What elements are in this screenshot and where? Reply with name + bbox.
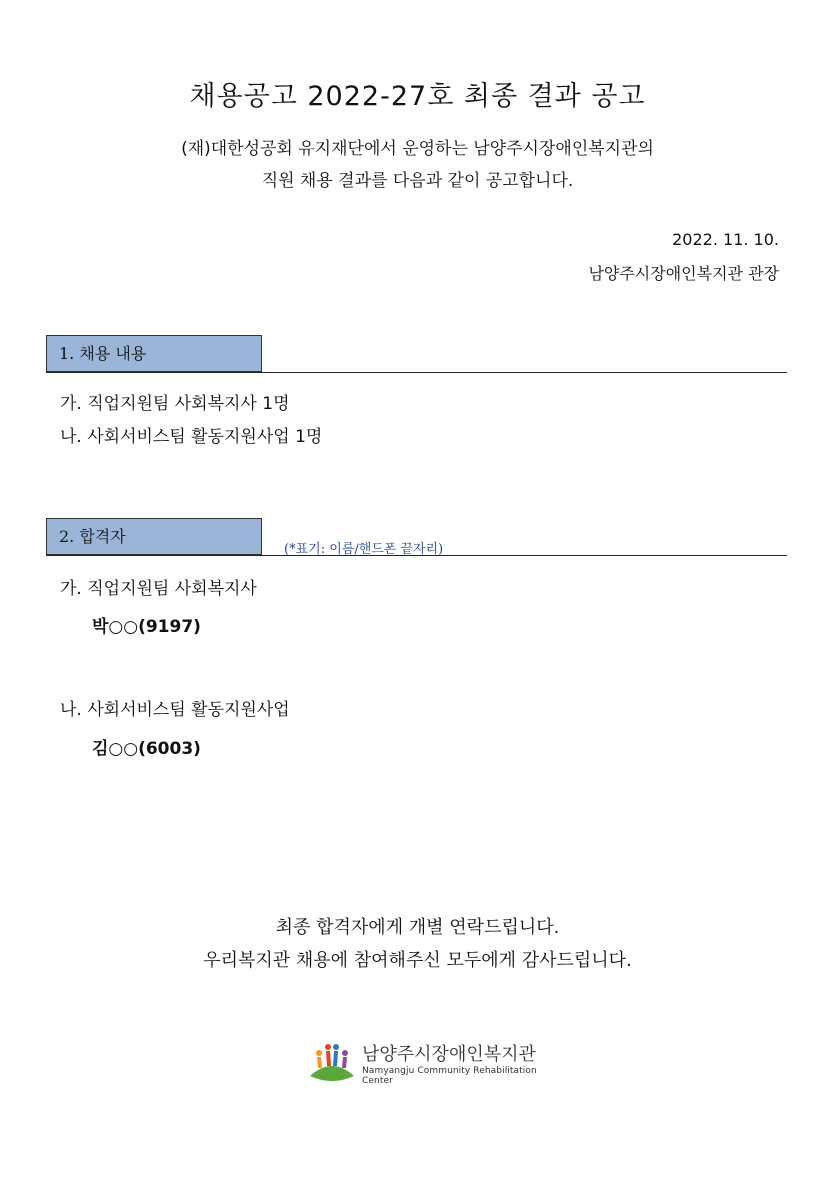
section-1-heading: 1. 채용 내용 (46, 335, 262, 372)
closing-line-1: 최종 합격자에게 개별 연락드립니다. (275, 917, 560, 938)
notice-date: 2022. 11. 10. (672, 230, 779, 249)
section-2-heading: 2. 합격자 (46, 518, 262, 555)
section-2-divider (46, 555, 787, 556)
passer-group-1-label: 가. 직업지원팀 사회복지사 (60, 579, 257, 599)
recruit-item-2: 나. 사회서비스팀 활동지원사업 1명 (60, 427, 323, 447)
section-1-divider (46, 372, 787, 373)
intro-line-1: (재)대한성공회 유지재단에서 운영하는 남양주시장애인복지관의 (181, 139, 654, 159)
center-logo (308, 1040, 538, 1084)
page-title: 채용공고 2022-27호 최종 결과 공고 (189, 81, 646, 112)
logo-name: 남양주시장애인복지관 (362, 1044, 536, 1065)
logo-subtitle: Namyangju Community Rehabilitation Center (362, 1066, 537, 1086)
notation-note: (*표기: 이름/핸드폰 끝자리) (284, 542, 444, 557)
passer-group-2-name: 김○○(6003) (92, 739, 201, 759)
intro-line-2: 직원 채용 결과를 다음과 같이 공고합니다. (261, 171, 574, 191)
closing-line-2: 우리복지관 채용에 참여해주신 모두에게 감사드립니다. (203, 950, 632, 971)
recruit-item-1: 가. 직업지원팀 사회복지사 1명 (60, 394, 290, 414)
notice-issuer: 남양주시장애인복지관 관장 (588, 264, 779, 283)
people-hill-logo-icon (308, 1040, 356, 1084)
passer-group-2-label: 나. 사회서비스팀 활동지원사업 (60, 700, 290, 720)
passer-group-1-name: 박○○(9197) (92, 617, 201, 637)
